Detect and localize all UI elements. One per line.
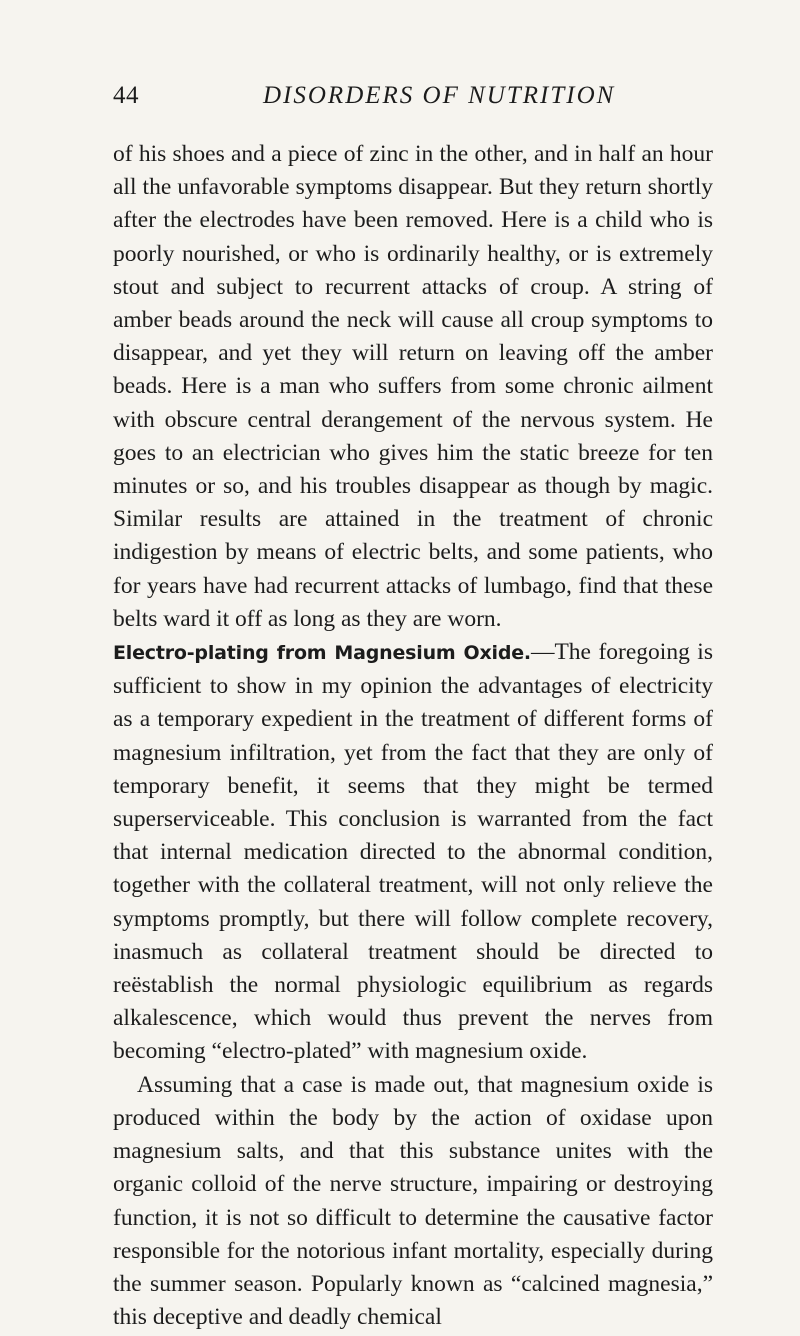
section-heading: Electro-plating from Magnesium Oxide. [113, 642, 531, 665]
paragraph-text: —The foregoing is sufficient to show in my opinion the advantages of electricity as a temporary expedient in the treatment of different forms of magnesium infiltration, yet from the fact that they are only of temporary benefit, it seems that they might be termed superserviceable. This conclusion is warranted from the fact that internal medication directed to the abnormal condition, together with the collateral treatment, will not only relieve the symptoms promptly, but there will follow complete recovery, inasmuch as collateral treatment should be directed to reëstablish the normal physiologic equilibrium as regards alkalescence, which would thus prevent the nerves from becoming “electro-plated” with magnesium oxide. [113, 639, 713, 1065]
running-head [113, 82, 713, 122]
paragraph-continuation [113, 138, 713, 636]
paragraph-text: of his shoes and a piece of zinc in the other, and in half an hour all the unfavorable symptoms disappear. But they return shortly after the electrodes have been removed. Here is a child who is poorly nourished, or who is ordinarily healthy, or is extremely stout and subject to recurrent attacks of croup. A string of amber beads around the neck will cause all croup symptoms to disappear, and yet they will return on leaving off the amber beads. Here is a man who suffers from some chronic ailment with obscure central derangement of the nervous system. He goes to an electrician who gives him the static breeze for ten minutes or so, and his troubles disappear as though by magic. Similar results are attained in the treatment of chronic indigestion by means of electric belts, and some patients, who for years have had recurrent attacks of lumbago, find that these belts ward it off as long as they are worn. [113, 141, 713, 632]
page-number: 44 [113, 82, 139, 109]
running-title: DISORDERS OF NUTRITION [263, 82, 616, 109]
paragraph-text: Assuming that a case is made out, that magnesium oxide is produced within the body by the action of oxidase upon magnesium salts, and that this substance unites with the organic colloid of the nerve structure, impairing or destroying function, it is not so difficult to determine the causative factor responsible for the notorious infant mortality, especially during the summer season. Popularly known as “calcined magnesia,” this deceptive and deadly chemical [113, 1071, 713, 1331]
body-text [113, 138, 713, 1334]
paragraph-assuming [113, 1069, 713, 1335]
paragraph-electro-plating [113, 636, 713, 1069]
